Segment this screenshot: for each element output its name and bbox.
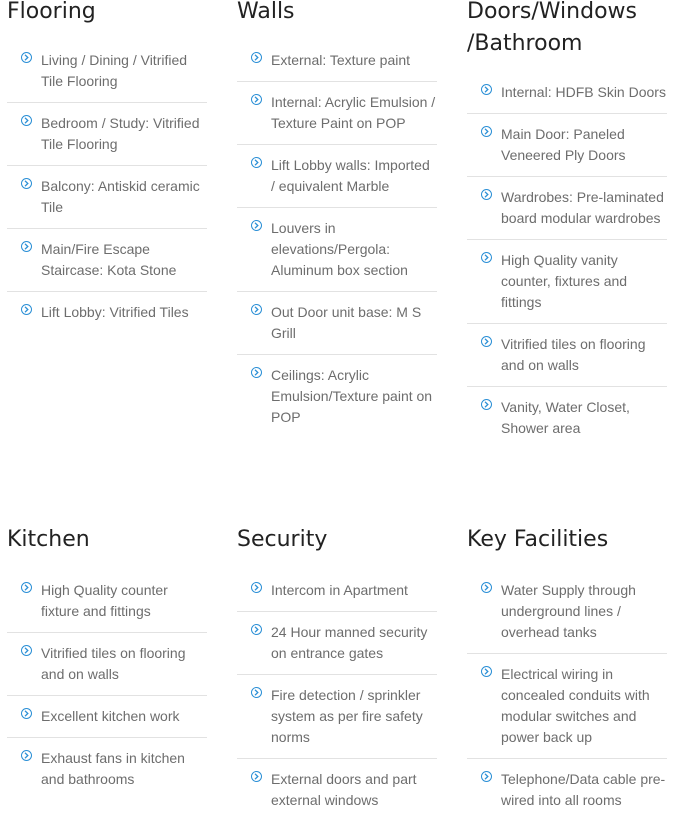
item-text: Vitrified tiles on flooring and on walls [41, 645, 186, 682]
list-item [237, 155, 437, 208]
list-item [237, 685, 437, 759]
item-text: Excellent kitchen work [41, 708, 180, 724]
item-list [7, 50, 207, 333]
chevron-right-icon [21, 241, 32, 252]
list-item [237, 580, 437, 612]
chevron-right-icon [21, 708, 32, 719]
section-key-facilities [467, 524, 667, 831]
section-title: Walls [237, 0, 295, 24]
list-item [7, 643, 207, 696]
chevron-right-icon [251, 157, 262, 168]
chevron-right-icon [481, 189, 492, 200]
item-text: Internal: HDFB Skin Doors [501, 84, 666, 100]
section-title: Flooring [7, 0, 96, 24]
item-list [237, 580, 437, 821]
list-item [7, 706, 207, 738]
item-text: Lift Lobby walls: Imported / equivalent Marble [271, 157, 430, 194]
item-text: Out Door unit base: M S Grill [271, 304, 422, 341]
list-item [467, 250, 667, 324]
list-item [467, 397, 667, 449]
section-security [237, 524, 437, 831]
chevron-right-icon [21, 52, 32, 63]
list-item [467, 334, 667, 387]
chevron-right-icon [21, 750, 32, 761]
item-text: Main/Fire Escape Staircase: Kota Stone [41, 241, 177, 278]
item-text: Exhaust fans in kitchen and bathrooms [41, 750, 185, 787]
item-text: Internal: Acrylic Emulsion / Texture Paint on POP [271, 94, 436, 131]
item-text: Fire detection / sprinkler system as per fire safety norms [271, 687, 423, 745]
section-title: Kitchen [7, 527, 90, 552]
list-item [7, 239, 207, 292]
chevron-right-icon [481, 399, 492, 410]
chevron-right-icon [481, 666, 492, 677]
chevron-right-icon [251, 220, 262, 231]
list-item [237, 92, 437, 145]
list-item [7, 748, 207, 800]
chevron-right-icon [251, 582, 262, 593]
item-text: Louvers in elevations/Pergola: Aluminum box section [271, 220, 408, 278]
item-list [237, 50, 437, 438]
item-list [467, 82, 667, 449]
list-item [237, 302, 437, 355]
item-text: Vanity, Water Closet, Shower area [501, 399, 630, 436]
list-item [237, 50, 437, 82]
chevron-right-icon [481, 126, 492, 137]
section-kitchen [7, 524, 207, 810]
chevron-right-icon [21, 645, 32, 656]
item-text: High Quality counter fixture and fittings [41, 582, 168, 619]
section-flooring [7, 0, 207, 343]
item-text: External doors and part external windows [271, 771, 417, 808]
list-item [7, 302, 207, 333]
list-item [237, 365, 437, 438]
list-item [7, 580, 207, 633]
section-title: Doors/Windows /Bathroom [467, 0, 637, 56]
list-item [7, 113, 207, 166]
list-item [237, 769, 437, 821]
chevron-right-icon [251, 624, 262, 635]
list-item [467, 580, 667, 654]
list-item [7, 50, 207, 103]
section-title: Security [237, 527, 328, 552]
item-text: Water Supply through underground lines / overhead tanks [501, 582, 636, 640]
chevron-right-icon [251, 367, 262, 378]
chevron-right-icon [251, 304, 262, 315]
item-text: Living / Dining / Vitrified Tile Flooring [41, 52, 188, 89]
chevron-right-icon [251, 94, 262, 105]
item-text: Vitrified tiles on flooring and on walls [501, 336, 646, 373]
item-text: Wardrobes: Pre-laminated board modular wardrobes [501, 189, 664, 226]
chevron-right-icon [481, 84, 492, 95]
item-text: Balcony: Antiskid ceramic Tile [41, 178, 200, 215]
chevron-right-icon [481, 252, 492, 263]
item-text: Electrical wiring in concealed conduits with modular switches and power back up [501, 666, 650, 745]
chevron-right-icon [251, 687, 262, 698]
item-text: Lift Lobby: Vitrified Tiles [41, 304, 189, 320]
list-item [467, 769, 667, 821]
chevron-right-icon [21, 178, 32, 189]
list-item [467, 187, 667, 240]
chevron-right-icon [481, 336, 492, 347]
chevron-right-icon [21, 582, 32, 593]
item-text: External: Texture paint [271, 52, 411, 68]
chevron-right-icon [481, 582, 492, 593]
section-title: Key Facilities [467, 527, 609, 552]
chevron-right-icon [21, 115, 32, 126]
list-item [467, 124, 667, 177]
chevron-right-icon [251, 771, 262, 782]
item-text: Main Door: Paneled Veneered Ply Doors [501, 126, 626, 163]
section-walls [237, 0, 437, 448]
list-item [467, 664, 667, 759]
list-item [237, 218, 437, 292]
item-text: Ceilings: Acrylic Emulsion/Texture paint on POP [271, 367, 433, 425]
list-item [467, 82, 667, 114]
item-text: Intercom in Apartment [271, 582, 408, 598]
list-item [237, 622, 437, 675]
item-text: 24 Hour manned security on entrance gates [271, 624, 428, 661]
list-item [7, 176, 207, 229]
chevron-right-icon [251, 52, 262, 63]
item-list [7, 580, 207, 800]
item-text: Bedroom / Study: Vitrified Tile Flooring [41, 115, 200, 152]
chevron-right-icon [21, 304, 32, 315]
item-text: Telephone/Data cable pre-wired into all rooms [501, 771, 666, 808]
section-doors-windows-bathroom [467, 0, 667, 459]
chevron-right-icon [481, 771, 492, 782]
item-list [467, 580, 667, 821]
item-text: High Quality vanity counter, fixtures and fittings [501, 252, 628, 310]
